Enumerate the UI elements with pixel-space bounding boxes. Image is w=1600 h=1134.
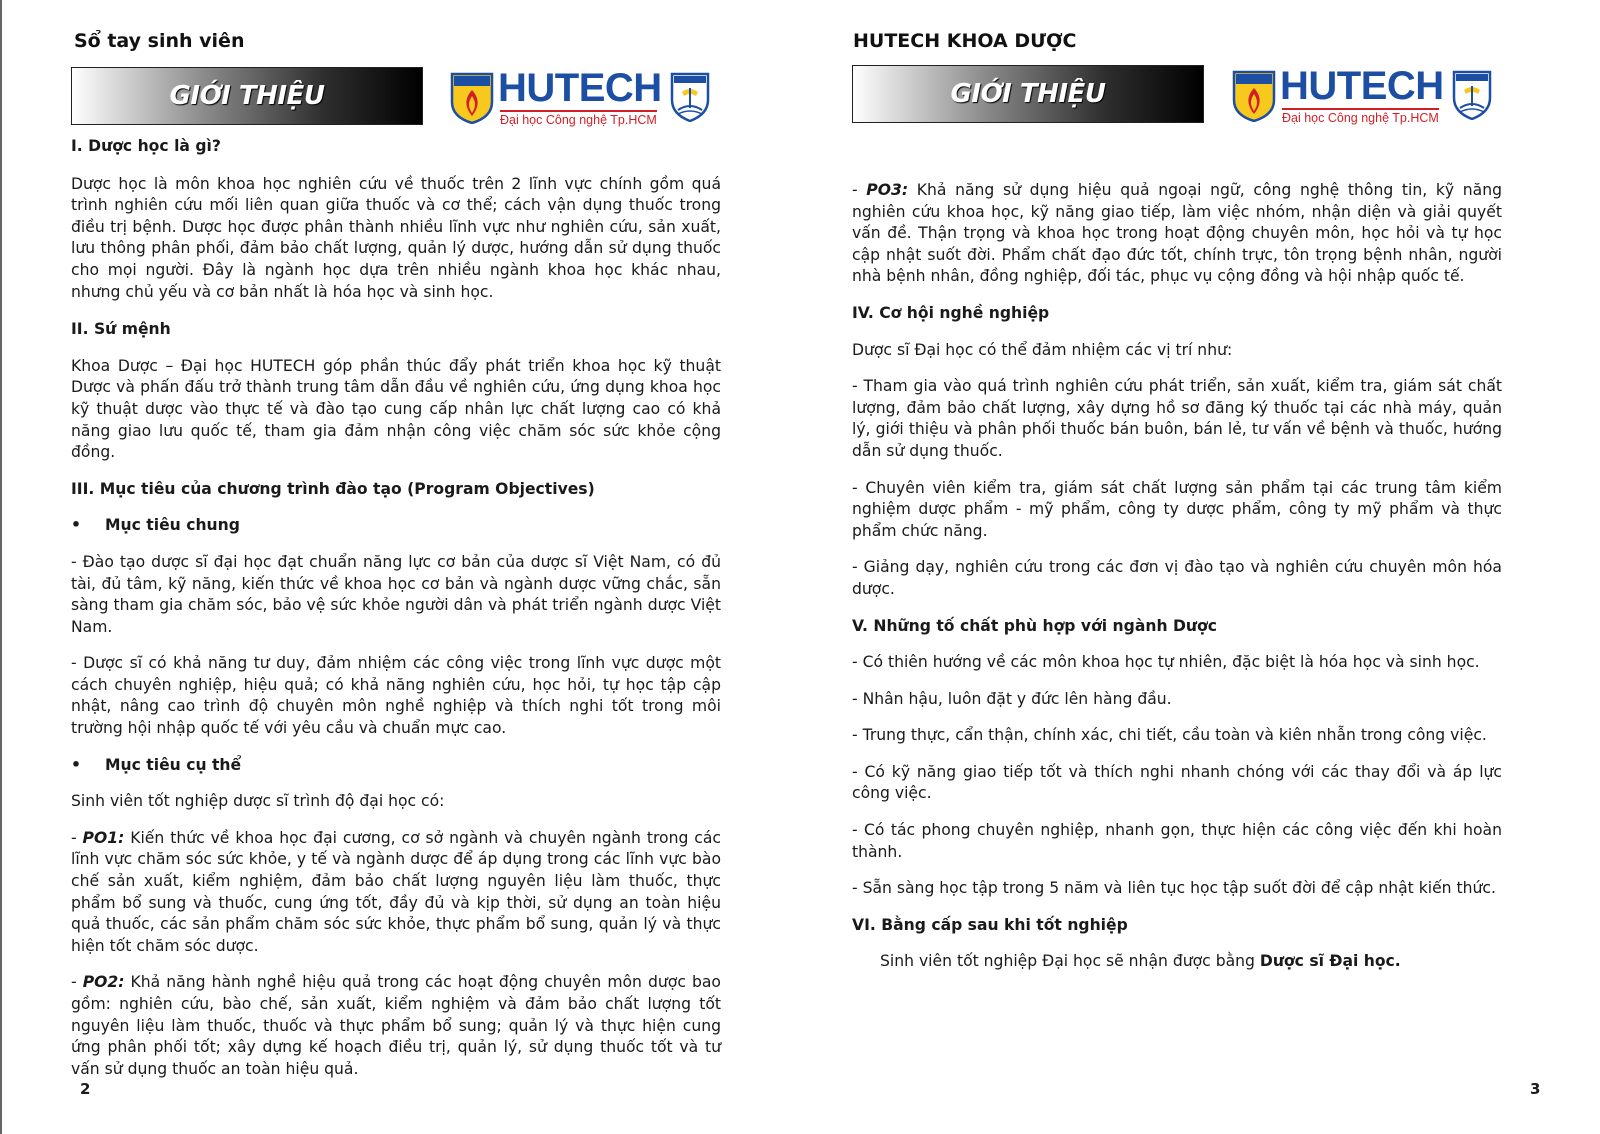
po2-prefix: - — [71, 973, 83, 992]
po3-prefix: - — [852, 181, 867, 199]
running-head: Sổ tay sinh viên — [74, 30, 245, 52]
page-number: 2 — [80, 1080, 91, 1098]
running-head: HUTECH KHOA DƯỢC — [853, 30, 1077, 52]
career-item: - Giảng dạy, nghiên cứu trong các đơn vị đào tạo và nghiên cứu chuyên môn hóa dược. — [852, 558, 1502, 598]
section-2-text: Khoa Dược – Đại học HUTECH góp phần thúc đẩy phát triển khoa học kỹ thuật Dược và phấn đấu trở thành trung tâm dẫn đầu về nghiên cứu, ứng dụng khoa học kỹ thuật dược vào thực tế và đào tạo cung cấp nhân lực chất lượng cao có khả năng giao lưu quốc tế, tham gia đảm nhận công việc chăm sóc sức khỏe cộng đồng. — [71, 356, 721, 462]
logo-wordmark: HUTECH — [498, 66, 662, 110]
po1-prefix: - — [71, 828, 83, 847]
po1-text: Kiến thức về khoa học đại cương, cơ sở ngành và chuyên ngành trong các lĩnh vực chăm sóc sức khỏe, y tế và ngành dược để áp dụng trong các lĩnh vực bào chế sản xuất, kiểm nghiệm, đảm bảo chất lượng nguyên liệu làm thuốc, thực phẩm bổ sung và thuốc, cung ứng tốt, đầy đủ và kịp thời, sử dụng an toàn hiệu quả thuốc, các sản phẩm chăm sóc sức khỏe, thực phẩm bổ sung, quản lý và thực hiện tốt chăm sóc dược. — [71, 828, 721, 955]
page-number: 3 — [1530, 1080, 1541, 1098]
general-objective-1: - Đào tạo dược sĩ đại học đạt chuẩn năng lực cơ bản của dược sĩ Việt Nam, có đủ tài, đủ tâm, kỹ năng, kiến thức về khoa học cơ bản và ngành dược vững chắc, sẵn sàng tham gia chăm sóc, bảo vệ sức khỏe người dân và phát triển ngành dược Việt Nam. — [71, 552, 721, 636]
hutech-logo — [450, 66, 712, 128]
trait-item: - Có tác phong chuyên nghiệp, nhanh gọn, thực hiện các công việc đến khi hoàn thành. — [852, 821, 1502, 861]
po1-paragraph — [71, 828, 721, 958]
logo-wordmark: HUTECH — [1280, 64, 1444, 108]
po2-text: Khả năng hành nghề hiệu quả trong các hoạt động chuyên môn dược bao gồm: nghiên cứu, bào chế, sản xuất, kiểm nghiệm và đảm bảo chất lượng tốt nguyên liệu làm thuốc, thuốc và thực phẩm bổ sung; quản lý và thực hiện cung ứng phân phối tốt; xây dựng kế hoạch điều trị, quản lý, sử dụng thuốc tốt và tư vấn sử dụng thuốc an toàn hiệu quả. — [71, 973, 721, 1078]
po1-label: PO1: — [82, 828, 125, 847]
section-banner — [71, 67, 423, 125]
po3-text: Khả năng sử dụng hiệu quả ngoại ngữ, công nghệ thông tin, kỹ năng nghiên cứu khoa học, kỹ năng giao tiếp, làm việc nhóm, nhận diện và giải quyết vấn đề. Thận trọng và khoa học trong hoạt động chuyên môn, học hỏi và tự học cập nhật suốt đời. Phẩm chất đạo đức tốt, chính trực, tôn trọng bệnh nhân, người nhà bệnh nhân, đồng nghiệp, đối tác, phục vụ cộng đồng và hội nhập quốc tế. — [852, 181, 1502, 286]
bullet-dot: • — [71, 755, 81, 774]
po3-label: PO3: — [866, 181, 909, 199]
hutech-logo — [1232, 64, 1494, 126]
logo-tagline: Đại học Công nghệ Tp.HCM — [500, 110, 657, 127]
specific-intro: Sinh viên tốt nghiệp dược sĩ trình độ đại học có: — [71, 792, 445, 811]
section-2-heading: II. Sứ mệnh — [71, 320, 171, 339]
hutech-shield-icon — [450, 72, 494, 124]
section-4-heading: IV. Cơ hội nghề nghiệp — [852, 303, 1050, 322]
bullet-general-objective — [71, 515, 721, 537]
career-item: - Chuyên viên kiểm tra, giám sát chất lượng sản phẩm tại các trung tâm kiểm nghiệm dược phẩm - mỹ phẩm, công ty dược phẩm, công ty mỹ phẩm và thực phẩm chức năng. — [852, 478, 1502, 540]
section-3-heading: III. Mục tiêu của chương trình đào tạo (Program Objectives) — [71, 479, 595, 498]
right-page — [800, 0, 1600, 1134]
banner-title: GIỚI THIỆU — [169, 81, 325, 111]
career-item: - Tham gia vào quá trình nghiên cứu phát triển, sản xuất, kiểm tra, giám sát chất lượng, đảm bảo chất lượng, xây dựng hồ sơ đăng ký thuốc tại các nhà máy, quản lý, giới thiệu và phân phối thuốc bán buôn, bán lẻ, tư vấn về bệnh và thuốc, hướng dẫn sử dụng thuốc. — [852, 377, 1502, 460]
right-page-body — [852, 180, 1502, 973]
hutech-shield-icon — [1232, 70, 1276, 122]
bullet-dot: • — [71, 516, 81, 535]
degree-text: Sinh viên tốt nghiệp Đại học sẽ nhận được bằng — [880, 952, 1260, 971]
section-banner — [852, 65, 1204, 123]
bullet-specific-objective — [71, 755, 721, 777]
trait-item: - Có kỹ năng giao tiếp tốt và thích nghi nhanh chóng với các thay đổi và áp lực công việc. — [852, 762, 1502, 803]
trait-item: - Có thiên hướng về các môn khoa học tự nhiên, đặc biệt là hóa học và sinh học. — [852, 653, 1480, 672]
po2-label: PO2: — [82, 973, 125, 992]
bullet-label: Mục tiêu chung — [105, 516, 240, 535]
po2-paragraph — [71, 972, 721, 1080]
faculty-shield-icon — [1452, 70, 1492, 120]
degree-paragraph — [852, 951, 1502, 973]
logo-tagline: Đại học Công nghệ Tp.HCM — [1282, 108, 1439, 125]
section-1-heading: I. Dược học là gì? — [71, 137, 221, 155]
section-1-text: Dược học là môn khoa học nghiên cứu về thuốc trên 2 lĩnh vực chính gồm quá trình nghiên cứu mối liên quan giữa thuốc và cơ thể; cách vận dụng thuốc trong điều trị bệnh. Dược học được phân thành nhiều lĩnh vực như nghiên cứu, sản xuất, lưu thông phân phối, đảm bảo chất lượng, quản lý dược, hướng dẫn sử dụng thuốc cho mọi người. Đây là ngành học dựa trên nhiều ngành khoa học khác nhau, nhưng chủ yếu và cơ bản nhất là hóa học và sinh học. — [71, 174, 721, 301]
section-5-heading: V. Những tố chất phù hợp với ngành Dược — [852, 616, 1217, 635]
bullet-label: Mục tiêu cụ thể — [105, 755, 242, 774]
po3-paragraph — [852, 180, 1502, 288]
section-6-heading: VI. Bằng cấp sau khi tốt nghiệp — [852, 915, 1128, 934]
banner-title: GIỚI THIỆU — [950, 79, 1106, 109]
section-4-intro: Dược sĩ Đại học có thể đảm nhiệm các vị trí như: — [852, 340, 1233, 359]
left-page-body — [71, 136, 721, 1080]
degree-name: Dược sĩ Đại học. — [1259, 952, 1401, 971]
trait-item: - Nhân hậu, luôn đặt y đức lên hàng đầu. — [852, 689, 1172, 708]
trait-item: - Sẵn sàng học tập trong 5 năm và liên tục học tập suốt đời để cập nhật kiến thức. — [852, 879, 1496, 898]
trait-item: - Trung thực, cẩn thận, chính xác, chi tiết, cầu toàn và kiên nhẫn trong công việc. — [852, 726, 1487, 745]
faculty-shield-icon — [670, 72, 710, 122]
general-objective-2: - Dược sĩ có khả năng tư duy, đảm nhiệm các công việc trong lĩnh vực dược một cách chuyên nghiệp, hiệu quả; có khả năng nghiên cứu, học hỏi, tự học tập cập nhật, nâng cao trình độ chuyên môn nghề nghiệp và thích nghi tốt trong môi trường hội nhập quốc tế với yêu cầu và chuẩn mực cao. — [71, 654, 721, 738]
